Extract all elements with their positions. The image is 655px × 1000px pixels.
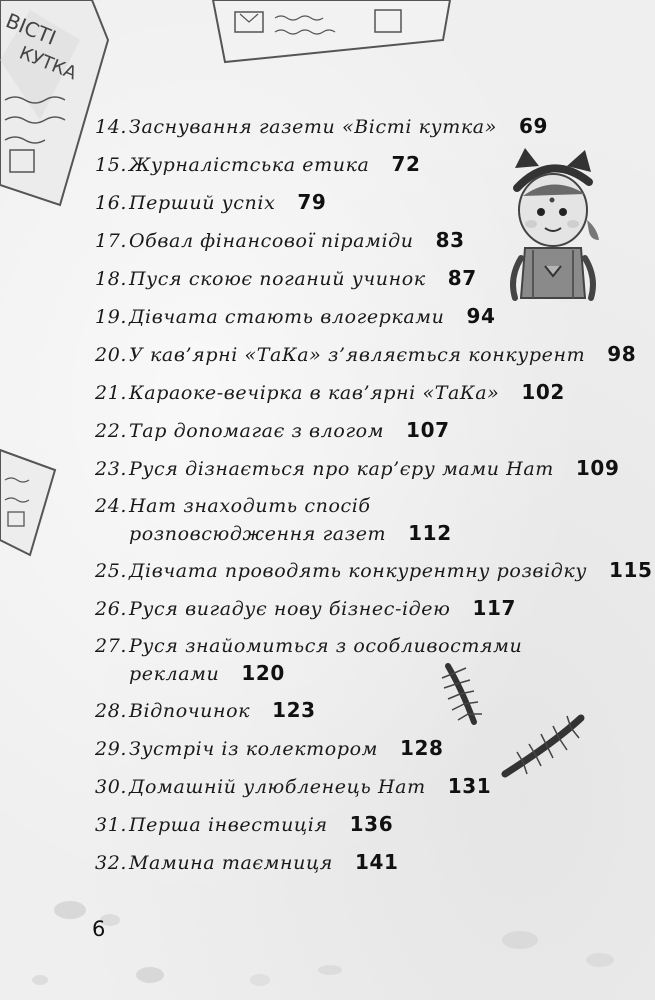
toc-entry	[95, 488, 615, 552]
toc-entry	[95, 412, 615, 450]
toc-entry-page: 117	[472, 596, 517, 620]
toc-entry-page: 109	[575, 456, 620, 480]
toc-entry	[95, 260, 615, 298]
toc-entry	[95, 806, 615, 844]
toc-entry-page: 141	[354, 850, 399, 874]
paper-sheet-illustration-top	[205, 0, 455, 70]
newspaper-masthead-text-2: КУТКА	[16, 42, 80, 85]
toc-entry-number: 15.	[95, 154, 128, 176]
toc-entry-title: Тар допомагає з влогом	[129, 420, 385, 442]
toc-entry-title-line1: Руся знайомиться з особливостями	[129, 635, 523, 657]
toc-entry	[95, 628, 615, 692]
toc-entry-title: Дівчата проводять конкурентну розвідку	[129, 560, 587, 582]
toc-entry	[95, 298, 615, 336]
toc-entry	[95, 768, 615, 806]
toc-entry	[95, 108, 615, 146]
toc-entry-page: 94	[466, 304, 496, 328]
toc-entry-title: Мамина таємниця	[129, 852, 333, 874]
page-number: 6	[92, 917, 106, 941]
toc-entry-page: 131	[447, 774, 492, 798]
toc-entry-number: 26.	[95, 598, 128, 620]
toc-entry-title-line2: розповсюдження газет	[129, 523, 387, 545]
toc-entry-title-line2: реклами	[129, 663, 220, 685]
toc-entry-title: Обвал фінансової піраміди	[129, 230, 414, 252]
toc-entry-title: Руся дізнається про кар’єру мами Нат	[129, 458, 554, 480]
toc-entry-number: 25.	[95, 560, 128, 582]
toc-entry-number: 16.	[95, 192, 128, 214]
toc-entry-page: 112	[408, 521, 452, 545]
toc-entry-number: 28.	[95, 700, 128, 722]
toc-entry-continuation	[95, 520, 615, 548]
toc-entry	[95, 222, 615, 260]
toc-entry-number: 27.	[95, 635, 128, 657]
toc-entry	[95, 552, 653, 590]
toc-entry-title: У кав’ярні «ТаКа» з’являється конкурент	[129, 344, 586, 366]
toc-entry-title: Домашній улюбленець Нат	[129, 776, 426, 798]
toc-entry-page: 87	[447, 266, 477, 290]
toc-entry-number: 22.	[95, 420, 128, 442]
toc-entry-title: Зустріч із колектором	[129, 738, 378, 760]
toc-entry-number: 30.	[95, 776, 128, 798]
toc-entry-title: Руся вигадує нову бізнес-ідею	[129, 598, 451, 620]
toc-entry	[95, 730, 615, 768]
toc-entry-number: 14.	[95, 116, 128, 138]
toc-entry-page: 123	[272, 698, 316, 722]
toc-entry-page: 83	[435, 228, 465, 252]
toc-entry	[95, 590, 615, 628]
table-of-contents	[95, 108, 653, 882]
toc-entry-page: 115	[608, 558, 653, 582]
toc-entry-title: Журналістська етика	[129, 154, 370, 176]
toc-entry	[95, 374, 615, 412]
toc-entry-page: 120	[241, 661, 285, 685]
toc-entry-page: 98	[607, 342, 637, 366]
toc-entry-page: 79	[297, 190, 327, 214]
toc-entry	[95, 692, 615, 730]
toc-entry-number: 23.	[95, 458, 128, 480]
toc-entry-page: 136	[349, 812, 394, 836]
toc-entry	[95, 450, 620, 488]
toc-entry-number: 32.	[95, 852, 128, 874]
toc-entry-page: 128	[399, 736, 444, 760]
toc-entry-page: 72	[391, 152, 421, 176]
toc-entry-title: Відпочинок	[129, 700, 251, 722]
toc-entry-page: 102	[521, 380, 565, 404]
toc-entry-number: 21.	[95, 382, 128, 404]
newspaper-masthead-text: ВІСТІ	[2, 8, 60, 50]
paper-sheet-illustration-left	[0, 440, 70, 560]
toc-entry	[95, 844, 615, 882]
toc-entry-title: Заснування газети «Вісті кутка»	[129, 116, 497, 138]
toc-entry-number: 24.	[95, 495, 128, 517]
toc-entry-continuation	[95, 660, 615, 688]
toc-entry-page: 69	[518, 114, 548, 138]
toc-entry-title-line1: Нат знаходить спосіб	[129, 495, 371, 517]
toc-entry-title: Дівчата стають влогерками	[129, 306, 445, 328]
toc-entry-number: 31.	[95, 814, 128, 836]
toc-entry	[95, 146, 615, 184]
toc-entry-title: Перша інвестиція	[129, 814, 328, 836]
toc-entry-number: 19.	[95, 306, 128, 328]
toc-entry-number: 20.	[95, 344, 128, 366]
toc-entry	[95, 336, 637, 374]
toc-entry-number: 29.	[95, 738, 128, 760]
toc-entry-title: Пуся скоює поганий учинок	[129, 268, 426, 290]
toc-entry-number: 17.	[95, 230, 128, 252]
toc-entry-title: Караоке-вечірка в кав’ярні «ТаКа»	[129, 382, 500, 404]
toc-entry-title: Перший успіх	[129, 192, 276, 214]
toc-entry-page: 107	[406, 418, 450, 442]
toc-entry-number: 18.	[95, 268, 128, 290]
toc-entry	[95, 184, 615, 222]
